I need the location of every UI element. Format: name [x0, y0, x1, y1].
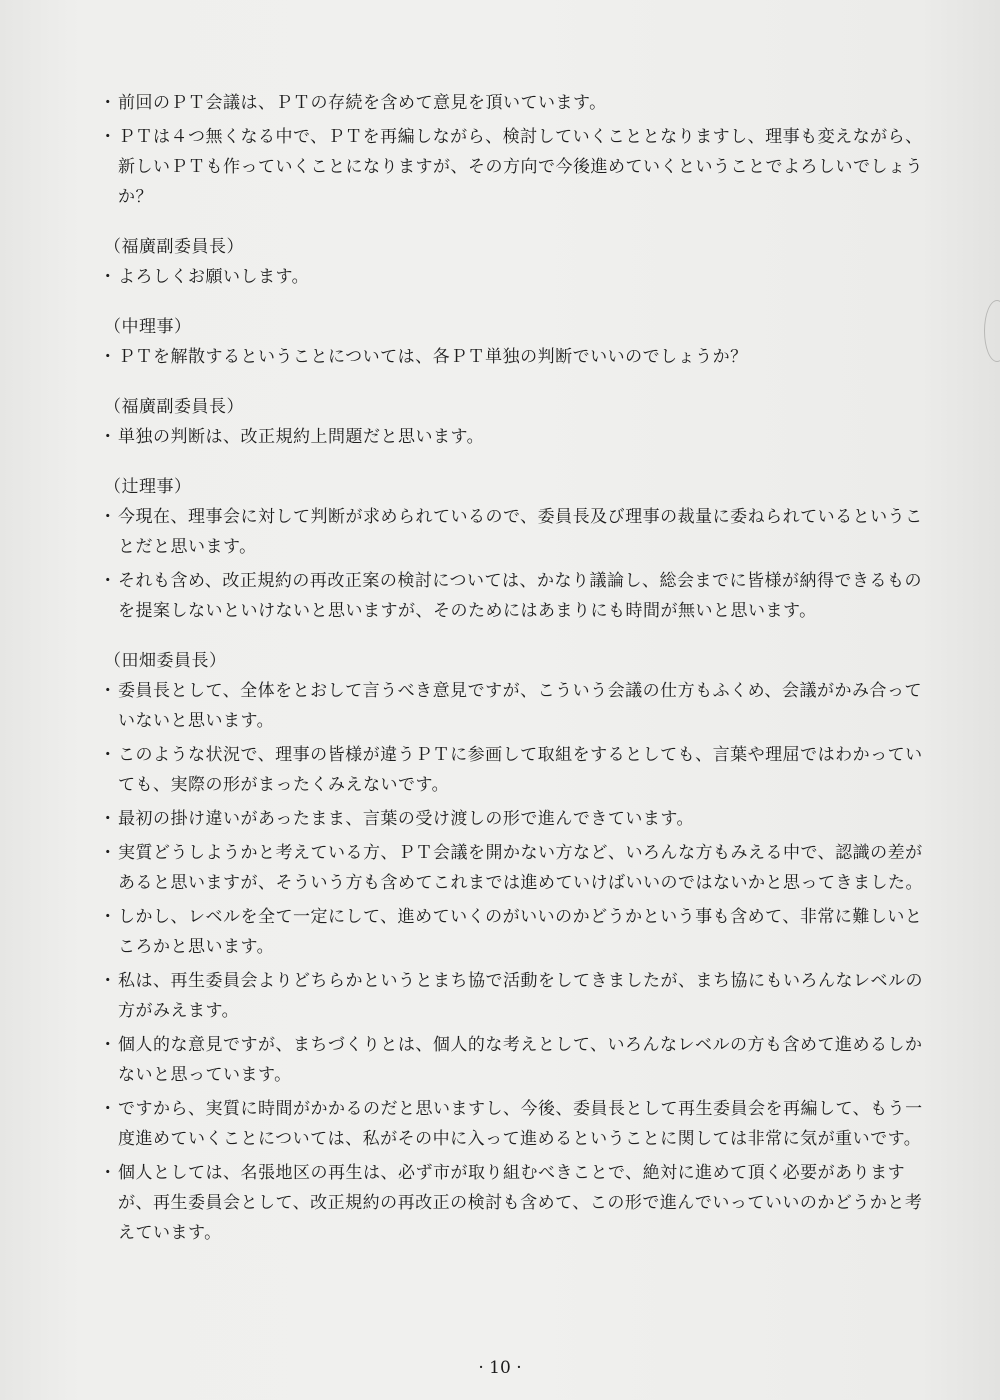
- bullet-mark: ・: [99, 681, 117, 701]
- bullet-text: このような状況で、理事の皆様が違うＰＴに参画して取組をするとしても、言葉や理屈ではわかっていても、実際の形がまったくみえないです。: [118, 745, 923, 795]
- minutes-body: [98, 88, 928, 1248]
- bullet-mark: ・: [99, 843, 117, 863]
- speaker-label: （中理事）: [104, 317, 192, 337]
- bullet-paragraph: [98, 342, 928, 372]
- bullet-text: 単独の判断は、改正規約上問題だと思います。: [118, 427, 485, 447]
- bullet-paragraph: [98, 740, 928, 800]
- bullet-paragraph: [98, 422, 928, 452]
- bullet-mark: ・: [99, 427, 117, 447]
- bullet-text: 最初の掛け違いがあったまま、言葉の受け渡しの形で進んできています。: [118, 809, 694, 829]
- bullet-paragraph: [98, 566, 928, 626]
- bullet-mark: ・: [99, 1035, 117, 1055]
- bullet-paragraph: [98, 1094, 928, 1154]
- bullet-text: 個人的な意見ですが、まちづくりとは、個人的な考えとして、いろんなレベルの方も含めて進めるしかないと思っています。: [118, 1035, 923, 1085]
- bullet-mark: ・: [99, 809, 117, 829]
- bullet-text: それも含め、改正規約の再改正案の検討については、かなり議論し、総会までに皆様が納得できるものを提案しないといけないと思いますが、そのためにはあまりにも時間が無いと思います。: [118, 571, 922, 621]
- speaker-label: （辻理事）: [104, 477, 192, 497]
- bullet-paragraph: [98, 1158, 928, 1248]
- bullet-paragraph: [98, 1030, 928, 1090]
- bullet-paragraph: [98, 838, 928, 898]
- speaker-label: （福廣副委員長）: [104, 397, 244, 417]
- bullet-mark: ・: [99, 1099, 117, 1119]
- bullet-text: 実質どうしようかと考えている方、ＰＴ会議を開かない方など、いろんな方もみえる中で、認識の差があると思いますが、そういう方も含めてこれまでは進めていけばいいのではないかと思ってきました。: [118, 843, 923, 893]
- page-number: · 10 ·: [478, 1358, 522, 1378]
- bullet-text: ＰＴを解散するということについては、各ＰＴ単独の判断でいいのでしょうか？: [118, 347, 748, 367]
- bullet-mark: ・: [99, 907, 117, 927]
- bullet-text: 今現在、理事会に対して判断が求められているので、委員長及び理事の裁量に委ねられているということだと思います。: [118, 507, 923, 557]
- bullet-text: ですから、実質に時間がかかるのだと思いますし、今後、委員長として再生委員会を再編して、もう一度進めていくことについては、私がその中に入って進めるということに関しては非常に気が重いです。: [118, 1099, 923, 1149]
- bullet-paragraph: [98, 804, 928, 834]
- bullet-paragraph: [98, 902, 928, 962]
- bullet-text: 委員長として、全体をとおして言うべき意見ですが、こういう会議の仕方もふくめ、会議がかみ合っていないと思います。: [118, 681, 922, 731]
- bullet-text: 前回のＰＴ会議は、ＰＴの存続を含めて意見を頂いています。: [118, 93, 607, 113]
- bullet-text: ＰＴは４つ無くなる中で、ＰＴを再編しながら、検討していくこととなりますし、理事も変えながら、新しいＰＴも作っていくことになりますが、その方向で今後進めていくということでよろしいでしょうか？: [118, 127, 923, 207]
- bullet-mark: ・: [99, 1163, 117, 1183]
- bullet-paragraph: [98, 88, 928, 118]
- bullet-mark: ・: [99, 127, 117, 147]
- bullet-mark: ・: [99, 507, 117, 527]
- bullet-text: しかし、レベルを全て一定にして、進めていくのがいいのかどうかという事も含めて、非常に難しいところかと思います。: [118, 907, 923, 957]
- binding-hole-mark: [984, 300, 1000, 362]
- bullet-text: よろしくお願いします。: [118, 267, 310, 287]
- bullet-text: 私は、再生委員会よりどちらかというとまち協で活動をしてきましたが、まち協にもいろんなレベルの方がみえます。: [118, 971, 923, 1021]
- bullet-mark: ・: [99, 93, 117, 113]
- speaker-label: （福廣副委員長）: [104, 237, 244, 257]
- speaker-label: （田畑委員長）: [104, 651, 227, 671]
- bullet-mark: ・: [99, 347, 117, 367]
- bullet-paragraph: [98, 262, 928, 292]
- bullet-text: 個人としては、名張地区の再生は、必ず市が取り組むべきことで、絶対に進めて頂く必要がありますが、再生委員会として、改正規約の再改正の検討も含めて、この形で進んでいっていいのかどうかと考えています。: [118, 1163, 923, 1243]
- bullet-mark: ・: [99, 971, 117, 991]
- bullet-paragraph: [98, 122, 928, 212]
- bullet-paragraph: [98, 502, 928, 562]
- bullet-paragraph: [98, 676, 928, 736]
- bullet-paragraph: [98, 966, 928, 1026]
- bullet-mark: ・: [99, 745, 117, 765]
- bullet-mark: ・: [99, 267, 117, 287]
- bullet-mark: ・: [99, 571, 117, 591]
